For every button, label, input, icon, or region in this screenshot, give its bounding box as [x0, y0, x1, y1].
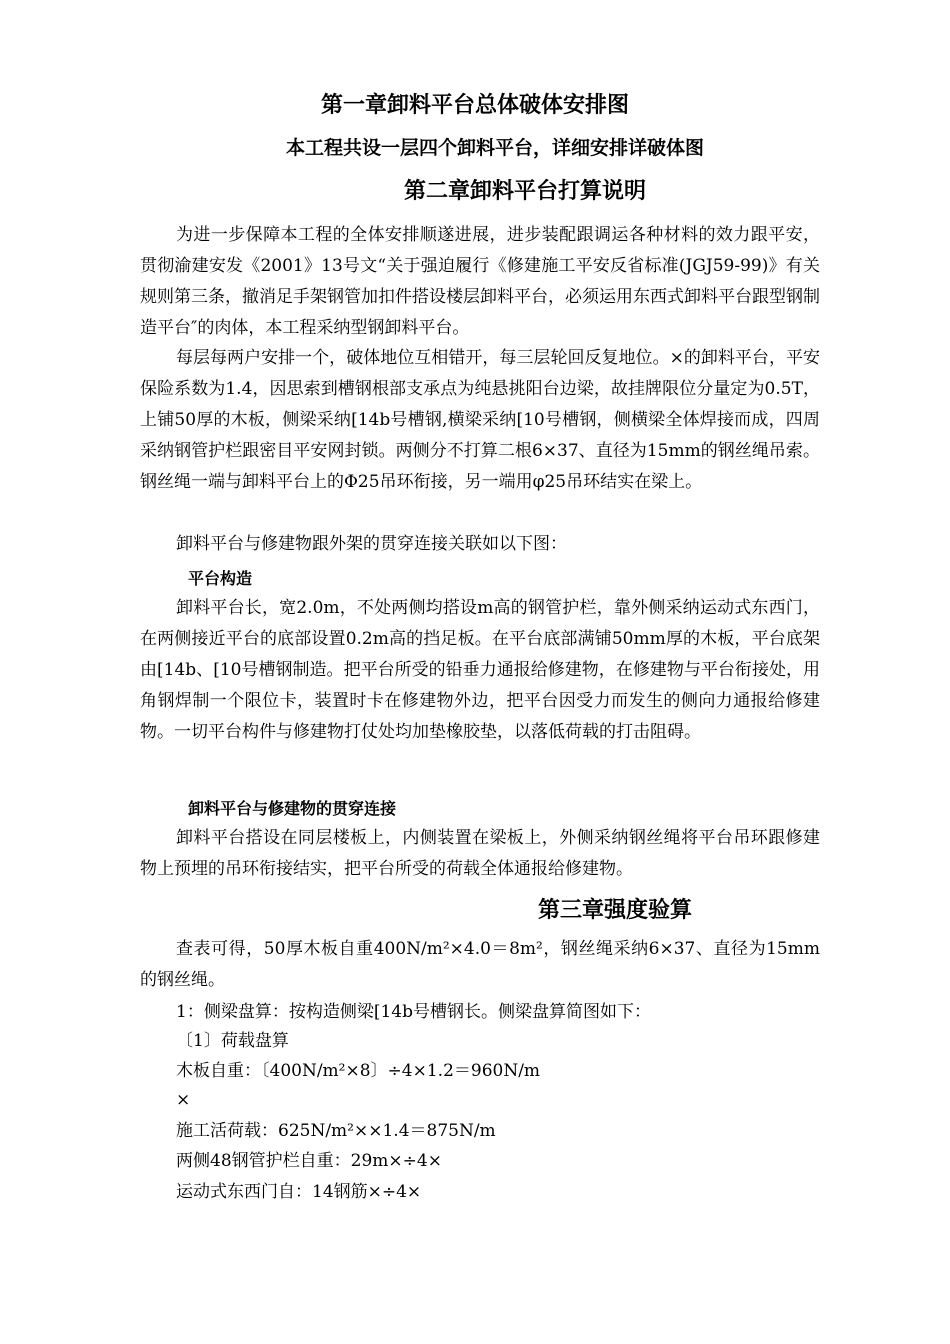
gate-weight-line: 运动式东西门自：14钢筋×÷4× [176, 1182, 422, 1202]
structure-paragraph: 卸料平台长，宽2.0m，不处两侧均搭设m高的钢管护栏，靠外侧采纳运动式东西门，在两侧接近平台的底部设置0.2m高的挡足板。在平台底部满铺50mm厚的木板，平台底架由[14b、[10号槽钢制造。把平台所受的铅垂力通报给修建物，在修建物与平台衔接处，用角钢焊制一个限位卡，装置时卡在修建物外边，把平台因受力而发生的侧向力通报给修建物。一切平台构件与修建物打仗处均加垫橡胶垫，以落低荷载的打击阻碍。 [140, 598, 820, 742]
chapter1-title: 第一章卸料平台总体破体安排图 [320, 93, 629, 118]
connection-subheading: 卸料平台与修建物的贯穿连接 [188, 799, 397, 818]
connection-paragraph: 卸料平台搭设在同层楼板上，内侧装置在梁板上，外侧采纳钢丝绳将平台吊环跟修建物上预埋的吊环衔接结实，把平台所受的荷载全体通报给修建物。 [140, 828, 820, 879]
board-weight-line: 木板自重：〔400N/m²×8〕÷4×1.2＝960N/m [176, 1061, 541, 1081]
layout-paragraph: 每层每两户安排一个，破体地位互相错开，每三层轮回反复地位。×的卸料平台，平安保险系数为1.4，因思索到槽钢根部支承点为纯悬挑阳台边梁，故挂牌限位分量定为0.5T，上铺50厚的木板，侧梁采纳[14b号槽钢,横梁采纳[10号槽钢，侧横梁全体焊接而成，四周采纳钢管护栏跟密目平安网封锁。两侧分不打算二根6×37、直径为15mm的钢丝绳吊索。钢丝绳一端与卸料平台上的Φ25吊环衔接，另一端用φ25吊环结实在梁上。 [140, 348, 820, 492]
chapter2-title: 第二章卸料平台打算说明 [403, 179, 646, 204]
multiply-line: × [176, 1090, 191, 1110]
side-beam-calc-line: 1：侧梁盘算：按构造侧梁[14b号槽钢长。侧梁盘算简图如下： [176, 1002, 651, 1022]
live-load-line: 施工活荷载：625N/m²××1.4＝875N/m [176, 1121, 496, 1141]
railing-weight-line: 两侧48钢管护栏自重：29m×÷4× [176, 1151, 442, 1171]
chapter1-subtitle: 本工程共设一层四个卸料平台，详细安排详破体图 [285, 137, 704, 159]
intro-paragraph: 为进一步保障本工程的全体安排顺遂进展，进步装配跟调运各种材料的效力跟平安，贯彻渝建安发《2001》13号文“关于强迫履行《修建施工平安反省标准(JGJ59-99)》有关规则第三条，撤消足手架钢管加扣件搭设楼层卸料平台，必须运用东西式卸料平台跟型钢制造平台″的肉体，本工程采纳型钢卸料平台。 [140, 225, 820, 338]
chapter3-title: 第三章强度验算 [537, 898, 692, 923]
structure-subheading: 平台构造 [188, 569, 253, 588]
strength-intro-paragraph: 查表可得，50厚木板自重400N/m²×4.0＝8m²，钢丝绳采纳6×37、直径为15mm的钢丝绳。 [140, 939, 820, 990]
load-calc-line: 〔1〕荷载盘算 [176, 1031, 289, 1051]
relation-paragraph: 卸料平台与修建物跟外架的贯穿连接关联如以下图： [176, 534, 567, 554]
